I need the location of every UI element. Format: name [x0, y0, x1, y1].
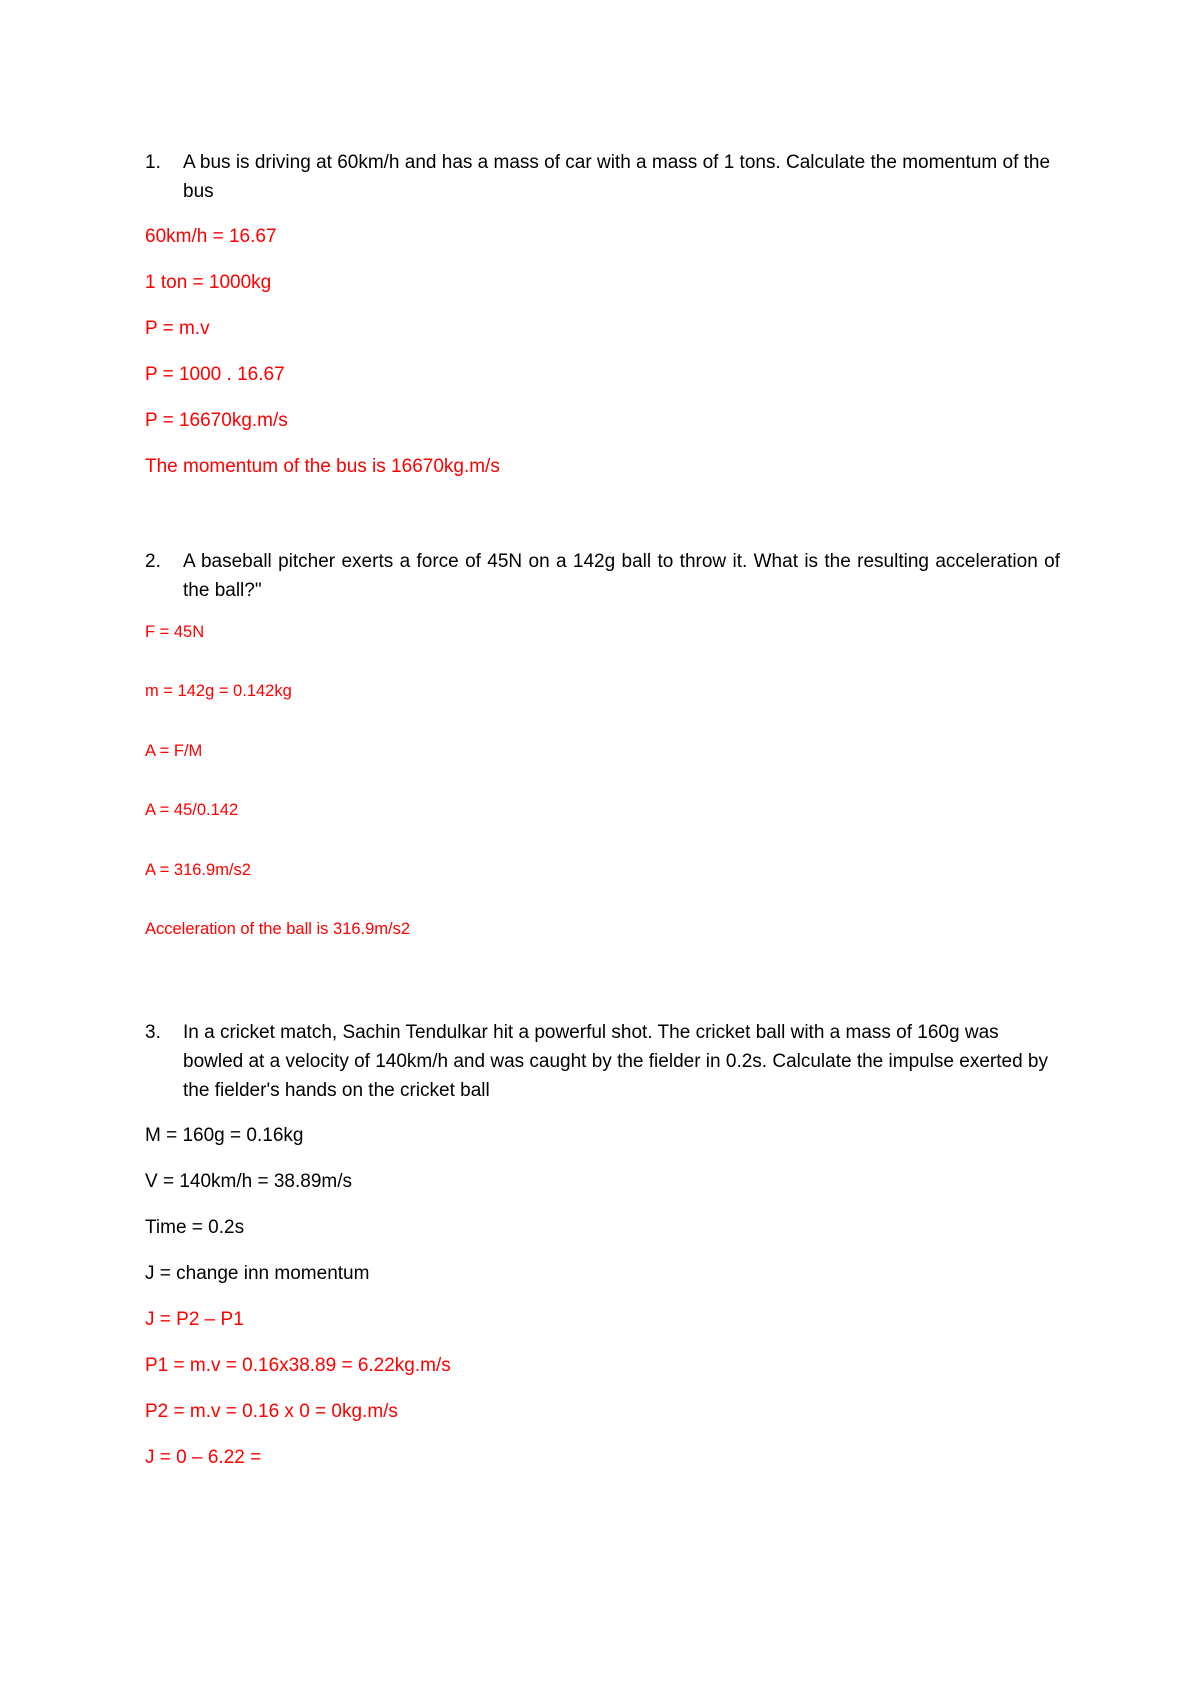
- question-text: A baseball pitcher exerts a force of 45N on a 142g ball to throw it. What is the resulting acceleration of the ball?": [183, 551, 1060, 601]
- answer-line: A = 316.9m/s2: [145, 861, 251, 879]
- answer-line: J = P2 – P1: [145, 1309, 244, 1330]
- answer-conclusion: Acceleration of the ball is 316.9m/s2: [145, 920, 411, 938]
- question-text: In a cricket match, Sachin Tendulkar hit a powerful shot. The cricket ball with a mass of 160g was bowled at a velocity of 140km/h and was caught by the fielder in 0.2s. Calculate the impulse exerted by the fielder's hands on the cricket ball: [183, 1022, 1048, 1101]
- question-1: [145, 148, 1060, 206]
- answer-line: J = 0 – 6.22 =: [145, 1447, 262, 1468]
- question-text: A bus is driving at 60km/h and has a mass of car with a mass of 1 tons. Calculate the momentum of the bus: [183, 152, 1051, 202]
- answer-line: P = 1000 . 16.67: [145, 364, 285, 385]
- question-number: 1.: [145, 152, 161, 173]
- question-2: [145, 547, 1060, 605]
- answer-line: 1 ton = 1000kg: [145, 272, 272, 293]
- answer-line: P = 16670kg.m/s: [145, 410, 288, 431]
- given-line: Time = 0.2s: [145, 1217, 245, 1238]
- answer-line: A = F/M: [145, 742, 203, 760]
- answer-line: 60km/h = 16.67: [145, 226, 277, 247]
- question-number: 2.: [145, 551, 161, 572]
- given-line: M = 160g = 0.16kg: [145, 1125, 304, 1146]
- question-number: 3.: [145, 1022, 161, 1043]
- answer-conclusion: The momentum of the bus is 16670kg.m/s: [145, 456, 500, 477]
- question-3: [145, 1018, 1060, 1105]
- given-line: J = change inn momentum: [145, 1263, 370, 1284]
- answer-line: P2 = m.v = 0.16 x 0 = 0kg.m/s: [145, 1401, 398, 1422]
- given-line: V = 140km/h = 38.89m/s: [145, 1171, 353, 1192]
- answer-line: P = m.v: [145, 318, 210, 339]
- answer-line: P1 = m.v = 0.16x38.89 = 6.22kg.m/s: [145, 1355, 451, 1376]
- answer-line: m = 142g = 0.142kg: [145, 682, 292, 700]
- answer-line: F = 45N: [145, 623, 205, 641]
- answer-line: A = 45/0.142: [145, 801, 239, 819]
